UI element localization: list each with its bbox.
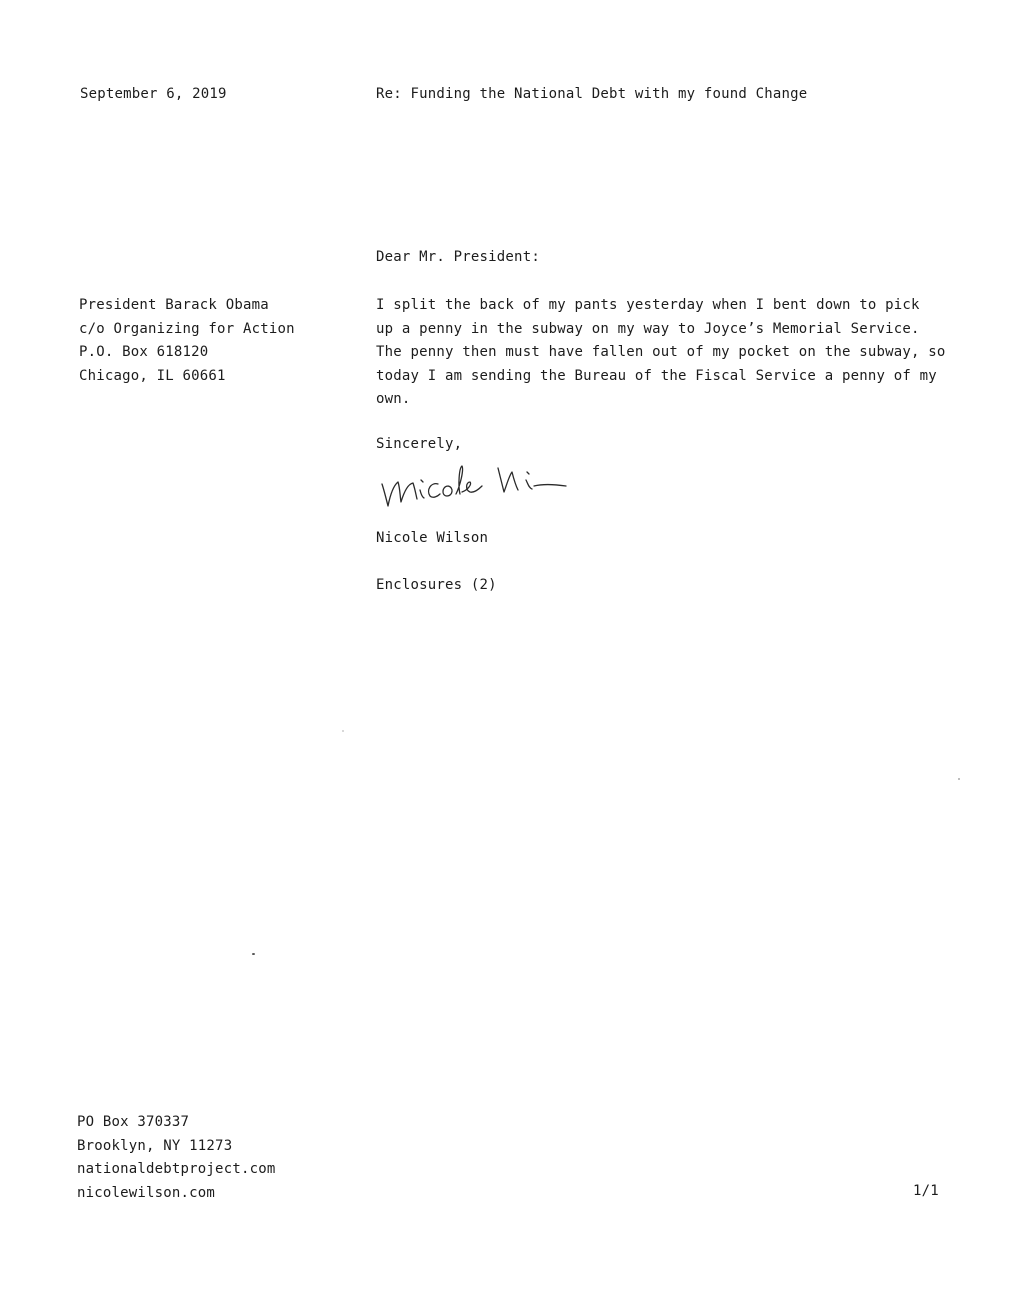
recipient-address [79, 294, 295, 388]
footer-contact [77, 1111, 275, 1205]
footer-website-personal: nicolewilson.com [77, 1184, 216, 1201]
recipient-care-of: c/o Organizing for Action [79, 320, 295, 337]
recipient-po-box: P.O. Box 618120 [79, 344, 209, 360]
body-line: today I am sending the Bureau of the Fiscal Service a penny of my [376, 367, 937, 384]
letter-salutation: Dear Mr. President: [376, 249, 540, 265]
page-number: 1/1 [913, 1183, 939, 1199]
footer-website-project: nationaldebtproject.com [77, 1161, 276, 1177]
body-line: own. [376, 391, 411, 407]
footer-po-box: PO Box 370337 [77, 1114, 190, 1130]
recipient-city: Chicago, IL 60661 [79, 367, 226, 384]
sender-name: Nicole Wilson [376, 530, 489, 546]
letter-closing: Sincerely, [376, 436, 463, 452]
footer-city: Brooklyn, NY 11273 [77, 1137, 233, 1154]
letter-subject: Re: Funding the National Debt with my found Change [376, 86, 808, 102]
body-line: up a penny in the subway on my way to Joyce’s Memorial Service. [376, 320, 920, 337]
body-line: The penny then must have fallen out of my pocket on the subway, so [376, 344, 946, 360]
recipient-name: President Barack Obama [79, 297, 269, 313]
letter-body [376, 294, 946, 412]
scan-speck [958, 778, 960, 780]
scan-speck [252, 953, 255, 955]
scan-speck [342, 730, 344, 732]
body-line: I split the back of my pants yesterday when I bent down to pick [376, 297, 920, 313]
letter-date: September 6, 2019 [80, 86, 227, 102]
handwritten-signature [376, 446, 576, 516]
enclosures-note: Enclosures (2) [376, 577, 497, 593]
